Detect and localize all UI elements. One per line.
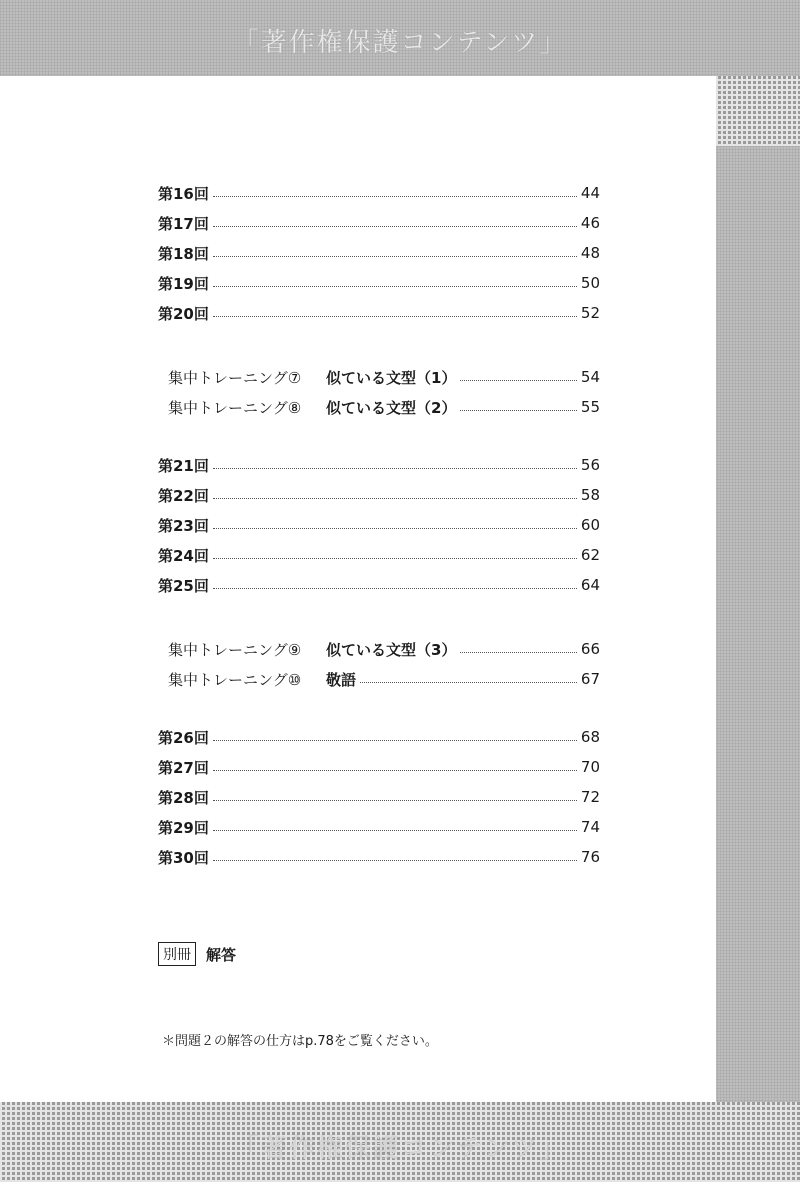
halftone-pattern-right [716,76,800,146]
toc-row-lesson-17[interactable] [158,212,600,234]
toc-row-training-7[interactable] [168,366,600,388]
page-number: 48 [580,244,600,262]
leader-dots [213,859,577,861]
page-number: 70 [580,758,600,776]
footnote: ＊問題２の解答の仕方はp.78をご覧ください。 [162,1034,438,1049]
leader-dots [213,557,577,559]
leader-dots [213,587,577,589]
bessatsu-box-label: 別冊 [158,942,196,966]
training-label: 集中トレーニング⑩ [168,670,302,689]
toc-row-training-9[interactable] [168,638,600,660]
page-number: 58 [580,486,600,504]
lesson-label: 第20回 [158,304,209,323]
toc-row-lesson-22[interactable] [158,484,600,506]
toc-row-lesson-27[interactable] [158,756,600,778]
lesson-label: 第29回 [158,818,209,837]
lesson-label: 第21回 [158,456,209,475]
training-subtitle: 似ている文型（3） [326,640,457,659]
toc-row-lesson-24[interactable] [158,544,600,566]
toc-row-lesson-16[interactable] [158,182,600,204]
leader-dots [213,497,577,499]
page-number: 46 [580,214,600,232]
lesson-label: 第23回 [158,516,209,535]
leader-dots [213,769,577,771]
leader-dots [460,651,576,653]
toc-row-lesson-25[interactable] [158,574,600,596]
lesson-label: 第24回 [158,546,209,565]
page-number: 55 [580,398,600,416]
leader-dots [213,829,577,831]
leader-dots [213,739,577,741]
lesson-label: 第25回 [158,576,209,595]
toc-row-lesson-28[interactable] [158,786,600,808]
page-number: 74 [580,818,600,836]
leader-dots [213,225,577,227]
lesson-label: 第26回 [158,728,209,747]
leader-dots [360,681,577,683]
page-number: 50 [580,274,600,292]
training-label: 集中トレーニング⑨ [168,640,302,659]
page-number: 62 [580,546,600,564]
toc-row-lesson-20[interactable] [158,302,600,324]
lesson-label: 第28回 [158,788,209,807]
page-number: 66 [580,640,600,658]
watermark-top: 「著作権保護コンテンツ」 [232,28,568,58]
lesson-label: 第18回 [158,244,209,263]
leader-dots [213,195,577,197]
page-number: 44 [580,184,600,202]
training-label: 集中トレーニング⑦ [168,368,302,387]
toc-row-lesson-23[interactable] [158,514,600,536]
page-number: 64 [580,576,600,594]
leader-dots [460,409,576,411]
leader-dots [213,467,577,469]
page-number: 76 [580,848,600,866]
toc-row-training-10[interactable] [168,668,600,690]
toc-row-lesson-29[interactable] [158,816,600,838]
lesson-label: 第16回 [158,184,209,203]
leader-dots [213,285,577,287]
page-number: 68 [580,728,600,746]
page-number: 60 [580,516,600,534]
lesson-label: 第22回 [158,486,209,505]
toc-row-lesson-26[interactable] [158,726,600,748]
lesson-label: 第17回 [158,214,209,233]
toc-row-training-8[interactable] [168,396,600,418]
page-number: 54 [580,368,600,386]
toc-row-lesson-18[interactable] [158,242,600,264]
training-subtitle: 似ている文型（2） [326,398,457,417]
lesson-label: 第27回 [158,758,209,777]
leader-dots [460,379,576,381]
lesson-label: 第30回 [158,848,209,867]
leader-dots [213,527,577,529]
page-number: 72 [580,788,600,806]
training-subtitle: 敬語 [326,670,357,689]
leader-dots [213,255,577,257]
page-number: 56 [580,456,600,474]
leader-dots [213,315,577,317]
leader-dots [213,799,577,801]
toc-row-lesson-21[interactable] [158,454,600,476]
toc-row-lesson-19[interactable] [158,272,600,294]
lesson-label: 第19回 [158,274,209,293]
page-number: 67 [580,670,600,688]
toc-row-lesson-30[interactable] [158,846,600,868]
bessatsu-entry[interactable] [158,942,236,966]
training-label: 集中トレーニング⑧ [168,398,302,417]
bessatsu-answers-label: 解答 [206,945,237,964]
watermark-bottom: 「著作権保護コンテンツ」 [232,1134,568,1164]
training-subtitle: 似ている文型（1） [326,368,457,387]
page-number: 52 [580,304,600,322]
